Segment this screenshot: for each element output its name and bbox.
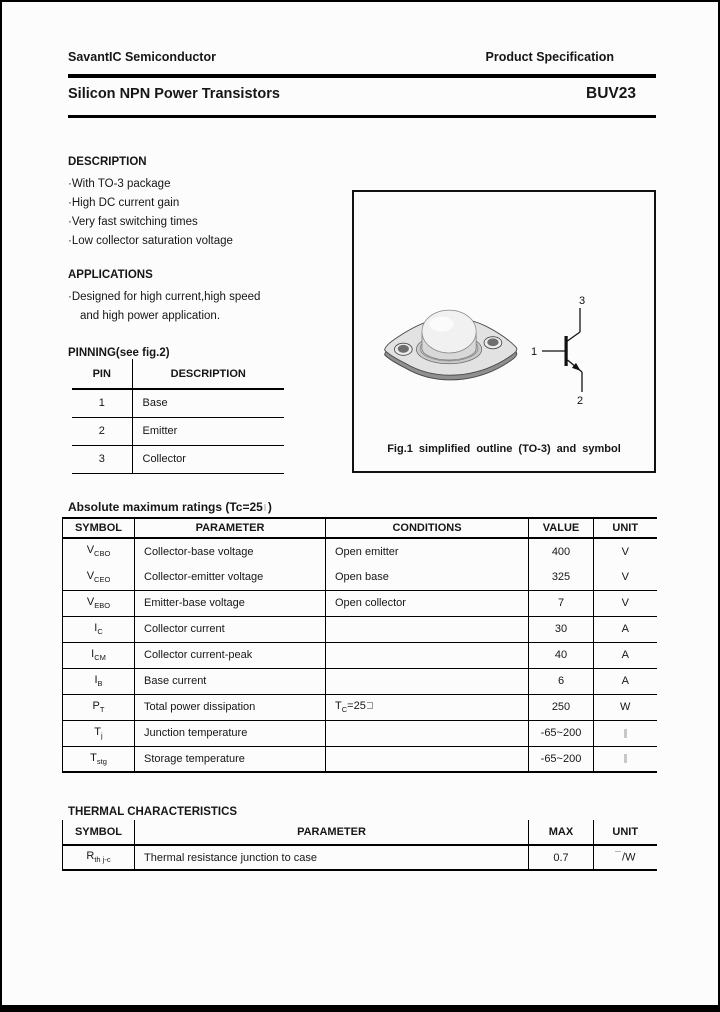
broken-degree-glyph bbox=[624, 754, 627, 763]
symbol-cell: $V_{CBO}$ bbox=[63, 538, 135, 564]
table-row bbox=[63, 616, 657, 642]
conditions-cell bbox=[326, 746, 529, 772]
max-cell: 0.7 bbox=[529, 845, 594, 870]
table-row bbox=[63, 720, 657, 746]
value-cell: -65~200 bbox=[529, 746, 594, 772]
table-row bbox=[63, 845, 657, 870]
broken-degree-glyph bbox=[367, 702, 373, 709]
conditions-cell: Open emitter bbox=[326, 538, 529, 564]
parameter-column-header: PARAMETER bbox=[135, 820, 529, 845]
description-item: ·Very fast switching times bbox=[68, 216, 198, 228]
applications-heading: APPLICATIONS bbox=[68, 269, 153, 281]
unit-cell: W bbox=[594, 694, 657, 720]
conditions-column-header: CONDITIONS bbox=[326, 518, 529, 538]
symbol-column-header: SYMBOL bbox=[63, 820, 135, 845]
unit-column-header: UNIT bbox=[594, 518, 657, 538]
unit-cell: V bbox=[594, 564, 657, 590]
figure-caption: Fig.1 simplified outline (TO-3) and symbol bbox=[387, 443, 621, 455]
table-row bbox=[72, 445, 284, 473]
pin-description-cell: Emitter bbox=[132, 417, 284, 445]
value-cell: 40 bbox=[529, 642, 594, 668]
table-row bbox=[63, 564, 657, 590]
unit-cell bbox=[594, 720, 657, 746]
parameter-cell: Collector-base voltage bbox=[135, 538, 326, 564]
description-heading: DESCRIPTION bbox=[68, 156, 147, 168]
symbol-cell: $R_{th j-c}$ bbox=[63, 845, 135, 870]
value-cell: 7 bbox=[529, 590, 594, 616]
applications-line: and high power application. bbox=[80, 309, 221, 322]
pin-column-header: PIN bbox=[72, 359, 132, 389]
value-cell: 6 bbox=[529, 668, 594, 694]
parameter-cell: Collector-emitter voltage bbox=[135, 564, 326, 590]
symbol-cell: $I_B$ bbox=[63, 668, 135, 694]
pin-number-cell: 2 bbox=[72, 417, 132, 445]
unit-cell: V bbox=[594, 590, 657, 616]
part-number: BUV23 bbox=[586, 85, 636, 102]
pin-label-2: 2 bbox=[577, 395, 584, 407]
spec-text: Product Specification bbox=[485, 50, 614, 64]
unit-cell: /W bbox=[594, 845, 657, 870]
description-item: ·High DC current gain bbox=[68, 197, 180, 209]
pin-number-cell: 1 bbox=[72, 389, 132, 417]
symbol-cell: $T_j$ bbox=[63, 720, 135, 746]
symbol-column-header: SYMBOL bbox=[63, 518, 135, 538]
symbol-cell: $I_C$ bbox=[63, 616, 135, 642]
unit-cell: A bbox=[594, 668, 657, 694]
pinning-heading: PINNING(see fig.2) bbox=[68, 347, 170, 359]
conditions-cell: Open base bbox=[326, 564, 529, 590]
value-cell: 400 bbox=[529, 538, 594, 564]
table-row bbox=[63, 642, 657, 668]
symbol-cell: $T_{stg}$ bbox=[63, 746, 135, 772]
thermal-heading: THERMAL CHARACTERISTICS bbox=[68, 806, 238, 818]
parameter-cell: Total power dissipation bbox=[135, 694, 326, 720]
table-row bbox=[63, 694, 657, 720]
value-cell: -65~200 bbox=[529, 720, 594, 746]
transistor-symbol bbox=[530, 292, 600, 407]
parameter-cell: Thermal resistance junction to case bbox=[135, 845, 529, 870]
symbol-cell: $I_{CM}$ bbox=[63, 642, 135, 668]
description-column-header: DESCRIPTION bbox=[132, 359, 284, 389]
abs-max-table bbox=[62, 517, 657, 773]
table-row bbox=[72, 389, 284, 417]
description-list bbox=[68, 175, 233, 251]
conditions-cell: Open collector bbox=[326, 590, 529, 616]
description-item: ·Low collector saturation voltage bbox=[68, 235, 233, 247]
parameter-cell: Emitter-base voltage bbox=[135, 590, 326, 616]
table-row bbox=[63, 538, 657, 564]
applications-list bbox=[68, 288, 260, 325]
product-title: Silicon NPN Power Transistors bbox=[68, 86, 280, 102]
table-row bbox=[72, 417, 284, 445]
conditions-cell bbox=[326, 642, 529, 668]
brand-text: SavantIC Semiconductor bbox=[68, 50, 216, 64]
unit-cell: A bbox=[594, 642, 657, 668]
abs-max-heading: Absolute maximum ratings (Tc=25 ) bbox=[68, 500, 272, 514]
broken-degree-glyph bbox=[264, 504, 266, 511]
table-row bbox=[63, 590, 657, 616]
conditions-cell bbox=[326, 668, 529, 694]
parameter-cell: Collector current bbox=[135, 616, 326, 642]
symbol-cell: $V_{CEO}$ bbox=[63, 564, 135, 590]
table-header-row bbox=[63, 820, 657, 845]
conditions-cell: $T_C=25$ bbox=[326, 694, 529, 720]
parameter-column-header: PARAMETER bbox=[135, 518, 326, 538]
unit-cell: V bbox=[621, 545, 629, 558]
header-rule-bottom bbox=[68, 115, 656, 118]
table-header-row bbox=[63, 518, 657, 538]
thermal-table bbox=[62, 820, 657, 871]
parameter-cell: Junction temperature bbox=[135, 720, 326, 746]
unit-column-header: UNIT bbox=[594, 820, 657, 845]
pinning-table bbox=[72, 359, 284, 474]
max-column-header: MAX bbox=[529, 820, 594, 845]
parameter-cell: Base current bbox=[135, 668, 326, 694]
figure-box bbox=[352, 190, 656, 473]
pin-description-cell: Base bbox=[132, 389, 284, 417]
broken-degree-glyph bbox=[624, 729, 627, 738]
table-row bbox=[63, 746, 657, 772]
description-item: ·With TO-3 package bbox=[68, 178, 171, 190]
pin-label-1: 1 bbox=[531, 346, 538, 358]
value-cell: 30 bbox=[529, 616, 594, 642]
parameter-cell: Collector current-peak bbox=[135, 642, 326, 668]
pin-label-3: 3 bbox=[579, 295, 586, 307]
unit-cell bbox=[594, 746, 657, 772]
parameter-cell: Storage temperature bbox=[135, 746, 326, 772]
symbol-cell: $P_T$ bbox=[63, 694, 135, 720]
conditions-cell bbox=[326, 720, 529, 746]
value-column-header: VALUE bbox=[529, 518, 594, 538]
applications-line: ·Designed for high current,high speed bbox=[68, 291, 261, 303]
pin-number-cell: 3 bbox=[72, 445, 132, 473]
to3-package-illustration bbox=[380, 297, 520, 395]
value-cell: 250 bbox=[529, 694, 594, 720]
symbol-cell: $V_{EBO}$ bbox=[63, 590, 135, 616]
conditions-cell bbox=[326, 616, 529, 642]
header-rule-top bbox=[68, 74, 656, 78]
unit-cell: A bbox=[594, 616, 657, 642]
table-row bbox=[63, 668, 657, 694]
broken-degree-glyph bbox=[615, 851, 621, 856]
value-cell: 325 bbox=[529, 564, 594, 590]
pin-description-cell: Collector bbox=[132, 445, 284, 473]
